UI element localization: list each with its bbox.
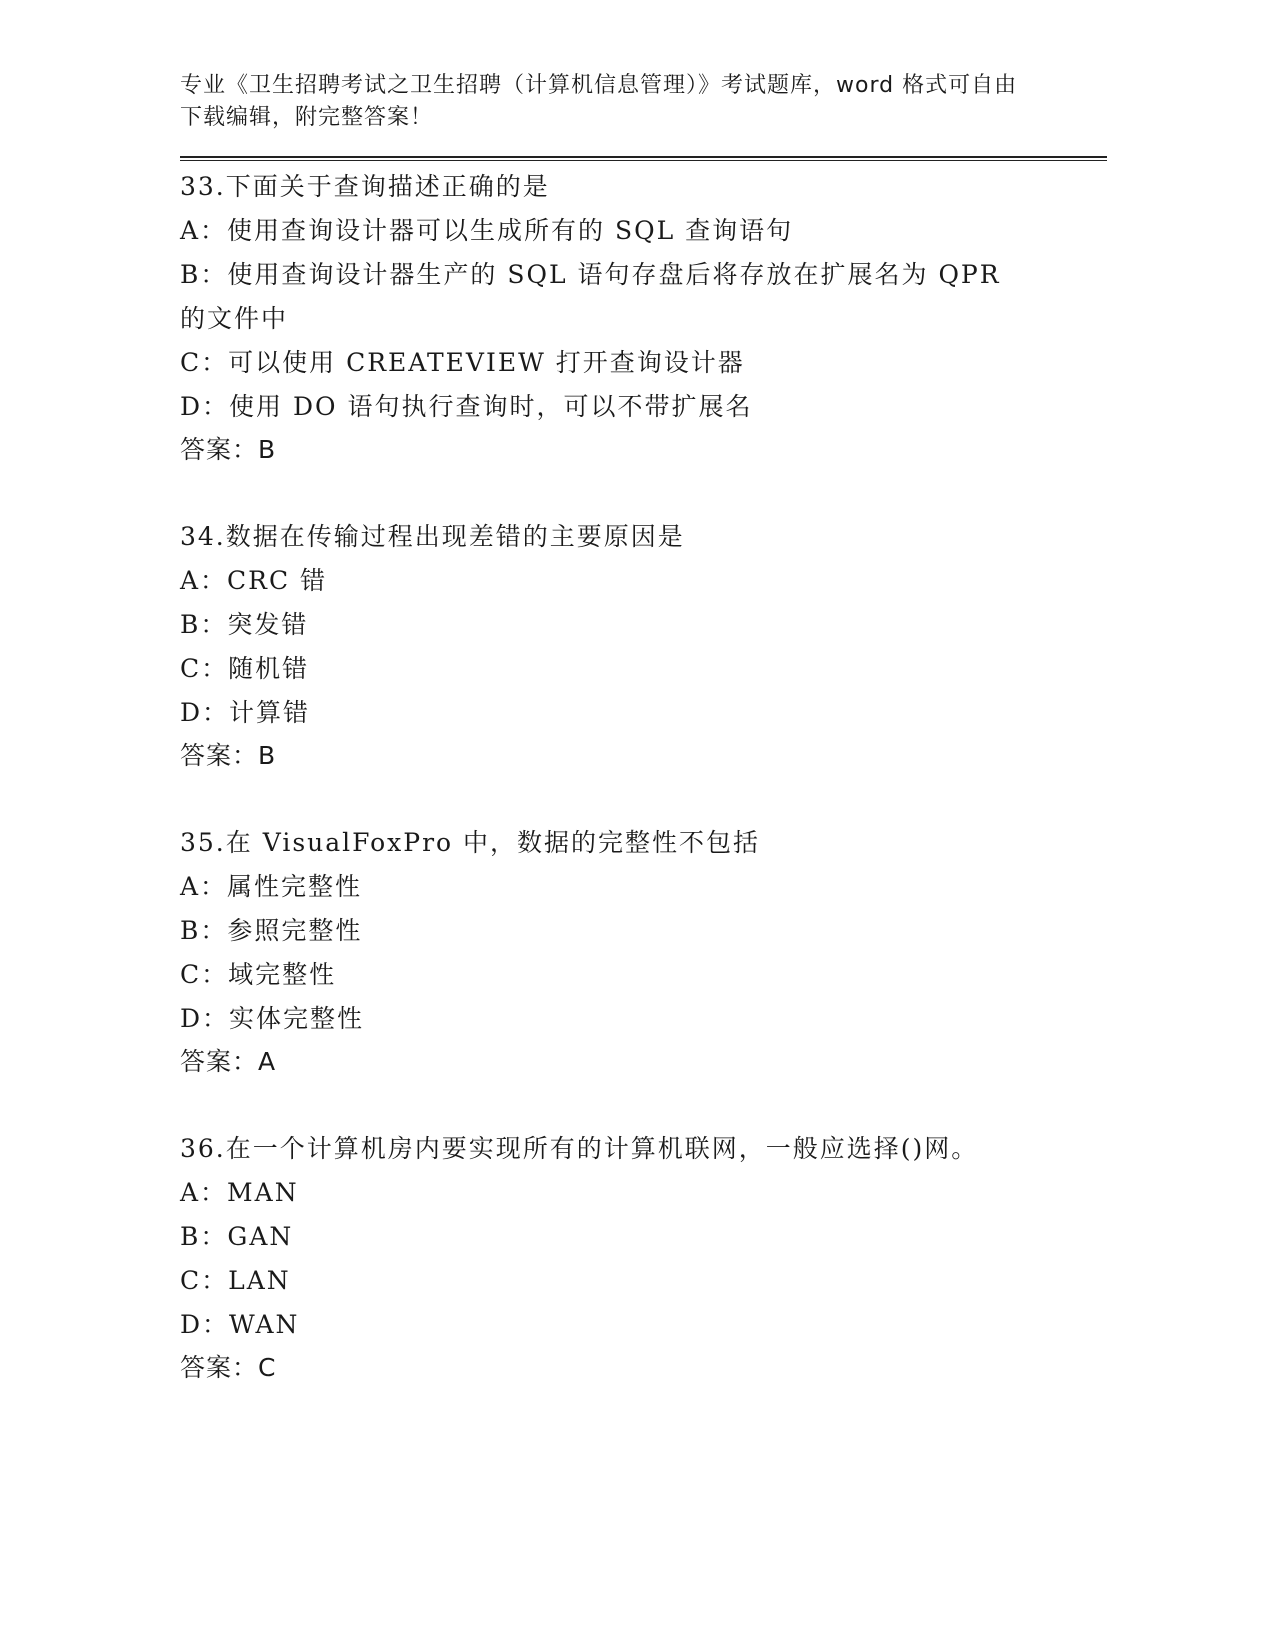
answer: 答案：B	[180, 741, 277, 770]
question-stem: 34.数据在传输过程出现差错的主要原因是	[180, 522, 685, 551]
option-a: A：使用查询设计器可以生成所有的 SQL 查询语句	[180, 216, 794, 245]
answer: 答案：A	[180, 1047, 277, 1076]
option-c: C：LAN	[180, 1266, 291, 1295]
question-list	[180, 165, 1110, 1389]
option-d: D：WAN	[180, 1310, 300, 1339]
question-33	[180, 165, 1110, 471]
option-b: B：突发错	[180, 610, 309, 639]
document-page	[180, 70, 1110, 1433]
option-b: B：使用查询设计器生产的 SQL 语句存盘后将存放在扩展名为 QPR 的文件中	[180, 260, 1011, 333]
question-stem: 33.下面关于查询描述正确的是	[180, 172, 550, 201]
document-header: 专业《卫生招聘考试之卫生招聘（计算机信息管理）》考试题库，word 格式可自由下载编辑，附完整答案！	[180, 73, 1018, 130]
question-35	[180, 821, 1110, 1083]
answer: 答案：C	[180, 1353, 277, 1382]
option-b: B：参照完整性	[180, 916, 363, 945]
option-d: D：实体完整性	[180, 1004, 365, 1033]
option-d: D：计算错	[180, 698, 311, 727]
question-stem: 36.在一个计算机房内要实现所有的计算机联网，一般应选择()网。	[180, 1134, 979, 1163]
option-c: C：域完整性	[180, 960, 337, 989]
question-stem: 35.在 VisualFoxPro 中，数据的完整性不包括	[180, 828, 761, 857]
option-b: B：GAN	[180, 1222, 294, 1251]
question-34	[180, 515, 1110, 777]
answer: 答案：B	[180, 435, 277, 464]
option-d: D：使用 DO 语句执行查询时，可以不带扩展名	[180, 392, 753, 421]
option-c: C：随机错	[180, 654, 310, 683]
option-a: A：MAN	[180, 1178, 299, 1207]
question-36	[180, 1127, 1110, 1389]
option-a: A：属性完整性	[180, 872, 363, 901]
header-divider	[180, 156, 1107, 161]
option-c: C：可以使用 CREATEVIEW 打开查询设计器	[180, 348, 745, 377]
option-a: A：CRC 错	[180, 566, 328, 595]
